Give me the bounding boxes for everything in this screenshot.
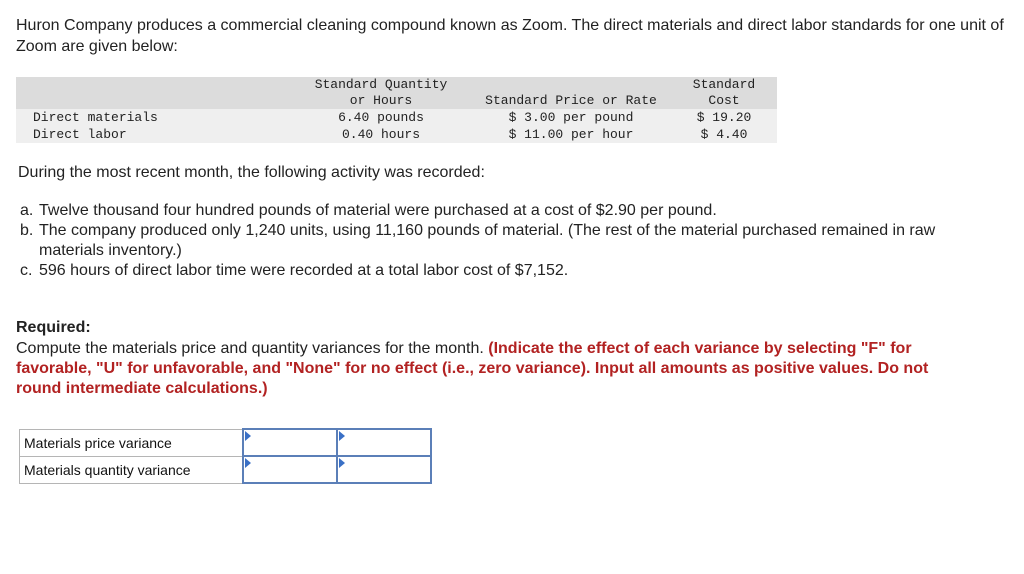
price-variance-effect-cell[interactable] xyxy=(337,429,431,456)
row-item: Direct materials xyxy=(16,109,291,126)
input-marker-icon xyxy=(245,458,251,468)
qty-header-line2: or Hours xyxy=(349,93,413,108)
cost-header-line2: Cost xyxy=(708,93,740,108)
list-item xyxy=(20,201,990,221)
activity-intro: During the most recent month, the following activity was recorded: xyxy=(18,164,485,181)
row-price: $ 3.00 per pound xyxy=(471,109,671,126)
row-cost: $ 19.20 xyxy=(671,109,777,126)
row-qty: 0.40 hours xyxy=(291,126,471,143)
standards-header-row xyxy=(16,77,777,109)
list-item-label: b. xyxy=(20,222,34,239)
table-row xyxy=(16,126,777,143)
list-item-label: c. xyxy=(20,262,33,279)
row-item: Direct labor xyxy=(16,126,291,143)
item-header xyxy=(16,77,291,109)
table-row xyxy=(16,109,777,126)
qty-header-line1: Standard Quantity xyxy=(314,77,448,92)
list-item-label: a. xyxy=(20,202,34,219)
price-header: Standard Price or Rate xyxy=(471,77,671,109)
input-marker-icon xyxy=(245,431,251,441)
activity-list xyxy=(20,201,990,281)
problem-intro: Huron Company produces a commercial cleaning compound known as Zoom. The direct materials and direct labor standards for one unit of Zoom are given below: xyxy=(16,17,1004,55)
price-variance-amount-cell[interactable] xyxy=(243,429,337,456)
required-text: Compute the materials price and quantity variances for the month. xyxy=(16,340,484,357)
required-heading: Required: xyxy=(16,319,91,336)
list-item-text: The company produced only 1,240 units, using 11,160 pounds of material. (The rest of the material purchased remained in raw materials inventory.) xyxy=(39,222,936,259)
price-variance-amount-input[interactable] xyxy=(244,430,336,455)
row-price: $ 11.00 per hour xyxy=(471,126,671,143)
list-item-text: Twelve thousand four hundred pounds of material were purchased at a cost of $2.90 per pound. xyxy=(39,202,717,219)
table-row xyxy=(20,456,432,483)
row-qty: 6.40 pounds xyxy=(291,109,471,126)
table-row xyxy=(20,429,432,456)
list-item-text: 596 hours of direct labor time were recorded at a total labor cost of $7,152. xyxy=(39,262,569,279)
quantity-variance-amount-cell[interactable] xyxy=(243,456,337,483)
dropdown-marker-icon xyxy=(339,431,345,441)
cost-header xyxy=(671,77,777,109)
list-item xyxy=(20,261,990,281)
quantity-variance-label: Materials quantity variance xyxy=(20,456,244,483)
quantity-variance-amount-input[interactable] xyxy=(244,457,336,482)
price-variance-effect-select[interactable] xyxy=(338,430,430,455)
quantity-variance-effect-cell[interactable] xyxy=(337,456,431,483)
required-note: (Indicate the effect of each variance by selecting "F" for favorable, "U" for unfavorable, and "None" for no effect (i.e., zero variance). Input all amounts as positive values. Do not round intermediate calculations.) xyxy=(16,340,929,397)
quantity-variance-effect-select[interactable] xyxy=(338,457,430,482)
row-cost: $ 4.40 xyxy=(671,126,777,143)
standards-table xyxy=(16,77,777,143)
price-variance-label: Materials price variance xyxy=(20,429,244,456)
required-instructions xyxy=(16,339,976,399)
cost-header-line1: Standard xyxy=(692,77,756,92)
answer-table xyxy=(19,428,432,484)
qty-header xyxy=(291,77,471,109)
list-item xyxy=(20,221,990,261)
dropdown-marker-icon xyxy=(339,458,345,468)
